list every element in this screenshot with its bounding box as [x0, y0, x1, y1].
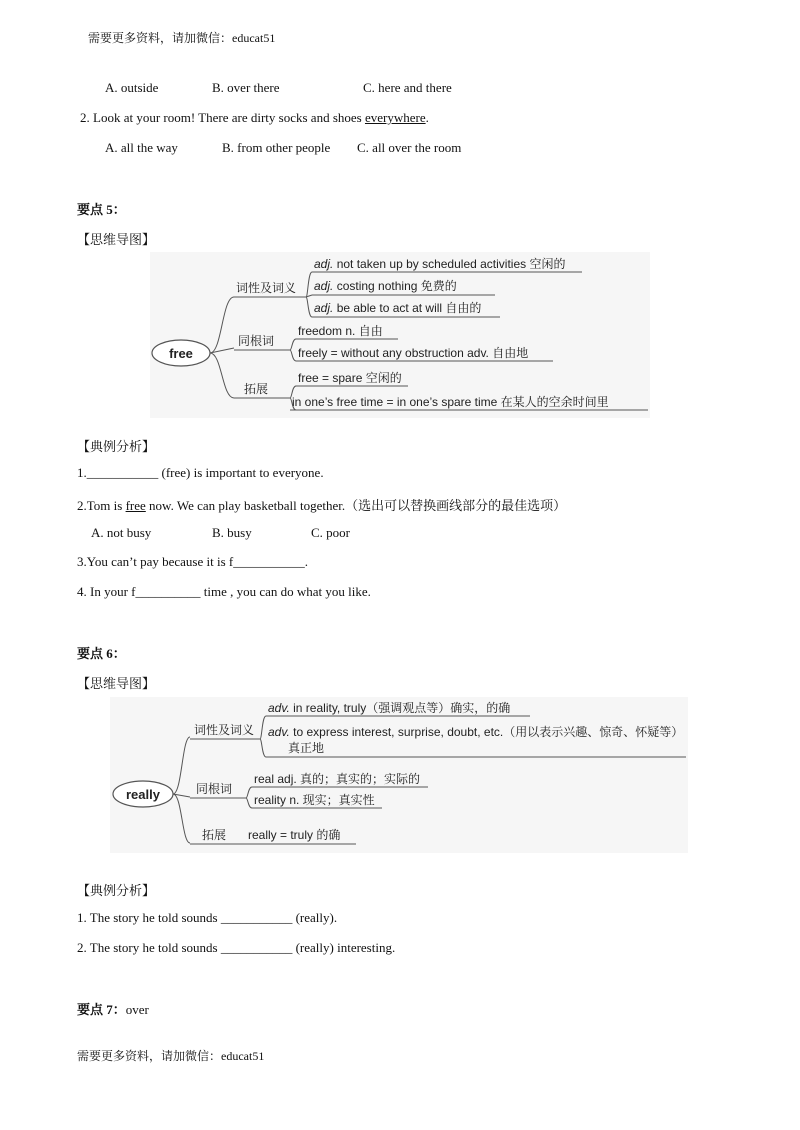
- exercise-line: 1.___________ (free) is important to everyone.: [77, 465, 324, 480]
- pos-label: adv.: [268, 701, 290, 715]
- mindmap-item: freely = without any obstruction adv. 自由地: [298, 346, 529, 360]
- mindmap-item: really = truly 的确: [248, 828, 341, 842]
- option-b: B. from other people: [222, 140, 331, 155]
- option-c: C. here and there: [363, 80, 452, 95]
- root-label: really: [126, 787, 160, 802]
- branch-label: 同根词: [238, 334, 275, 348]
- exercise-line: 1. The story he told sounds ___________ (really).: [77, 910, 338, 925]
- definition: not taken up by scheduled activities 空闲的: [333, 257, 566, 271]
- question-text: 2. Look at your room! There are dirty socks and shoes: [80, 110, 365, 125]
- page-header: 需要更多资料，请加微信：educat51: [88, 31, 276, 45]
- mindmap-item: real adj. 真的；真实的；实际的: [254, 772, 421, 786]
- branch-label: 词性及词义: [236, 281, 297, 295]
- question-suffix: now. We can play basketball together.（选出可以替换画线部分的最佳选项）: [145, 498, 567, 513]
- exercise-line: 4. In your f__________ time , you can do what you like.: [77, 584, 371, 599]
- mindmap-item: [268, 724, 683, 739]
- underlined-word: free: [125, 498, 146, 513]
- examples-label: 【典例分析】: [77, 883, 156, 898]
- branch-label: 拓展: [244, 382, 269, 396]
- option-b: B. busy: [212, 525, 252, 540]
- mindmap-item: [268, 700, 510, 715]
- definition: be able to act at will 自由的: [333, 301, 482, 315]
- question-text: 2.Tom is: [77, 498, 126, 513]
- definition: to express interest, surprise, doubt, etc.（用以表示兴趣、惊奇、怀疑等）: [289, 725, 684, 739]
- branch-label: 同根词: [196, 782, 233, 796]
- exercise-line: 2. The story he told sounds ___________ (really) interesting.: [77, 940, 396, 955]
- mindmap-label: 【思维导图】: [77, 676, 156, 691]
- section-heading-prefix: 要点 7：: [77, 1002, 126, 1017]
- mindmap-free: [150, 252, 650, 418]
- branch-label: 词性及词义: [194, 723, 255, 737]
- underlined-word: everywhere: [364, 110, 426, 125]
- option-b: B. over there: [212, 80, 280, 95]
- section-heading: [77, 999, 149, 1018]
- root-label: free: [169, 346, 193, 361]
- examples-label: 【典例分析】: [77, 439, 156, 454]
- question-suffix: .: [425, 110, 429, 125]
- pos-label: adj.: [314, 257, 334, 271]
- mindmap-really: [110, 697, 688, 853]
- pos-label: adj.: [314, 301, 334, 315]
- exercise-line: [77, 495, 566, 514]
- option-a: A. not busy: [91, 525, 152, 540]
- mindmap-item: in one’s free time = in one’s spare time 在某人的空余时间里: [292, 395, 609, 409]
- branch-label: 拓展: [202, 828, 227, 842]
- mindmap-item: [314, 300, 481, 315]
- mindmap-label: 【思维导图】: [77, 232, 156, 247]
- question-line: [80, 110, 429, 126]
- section-heading: 要点 6：: [77, 646, 126, 661]
- section-heading-word: over: [125, 1002, 149, 1017]
- option-c: C. all over the room: [357, 140, 462, 155]
- mindmap-item: reality n. 现实；真实性: [254, 793, 375, 807]
- mindmap-item: [314, 278, 457, 293]
- option-c: C. poor: [311, 525, 350, 540]
- pos-label: adv.: [268, 725, 290, 739]
- section-heading: 要点 5：: [77, 202, 126, 217]
- mindmap-item-continued: 真正地: [288, 741, 325, 755]
- exercise-line: 3.You can’t pay because it is f___________.: [77, 554, 308, 569]
- page-footer: 需要更多资料，请加微信：educat51: [77, 1049, 265, 1063]
- definition: costing nothing 免费的: [333, 279, 457, 293]
- option-a: A. all the way: [105, 140, 178, 155]
- definition: in reality, truly（强调观点等）确实，的确: [289, 701, 511, 715]
- pos-label: adj.: [314, 279, 334, 293]
- mindmap-item: freedom n. 自由: [298, 324, 383, 338]
- mindmap-item: [314, 256, 565, 271]
- mindmap-item: free = spare 空闲的: [298, 371, 402, 385]
- option-a: A. outside: [105, 80, 159, 95]
